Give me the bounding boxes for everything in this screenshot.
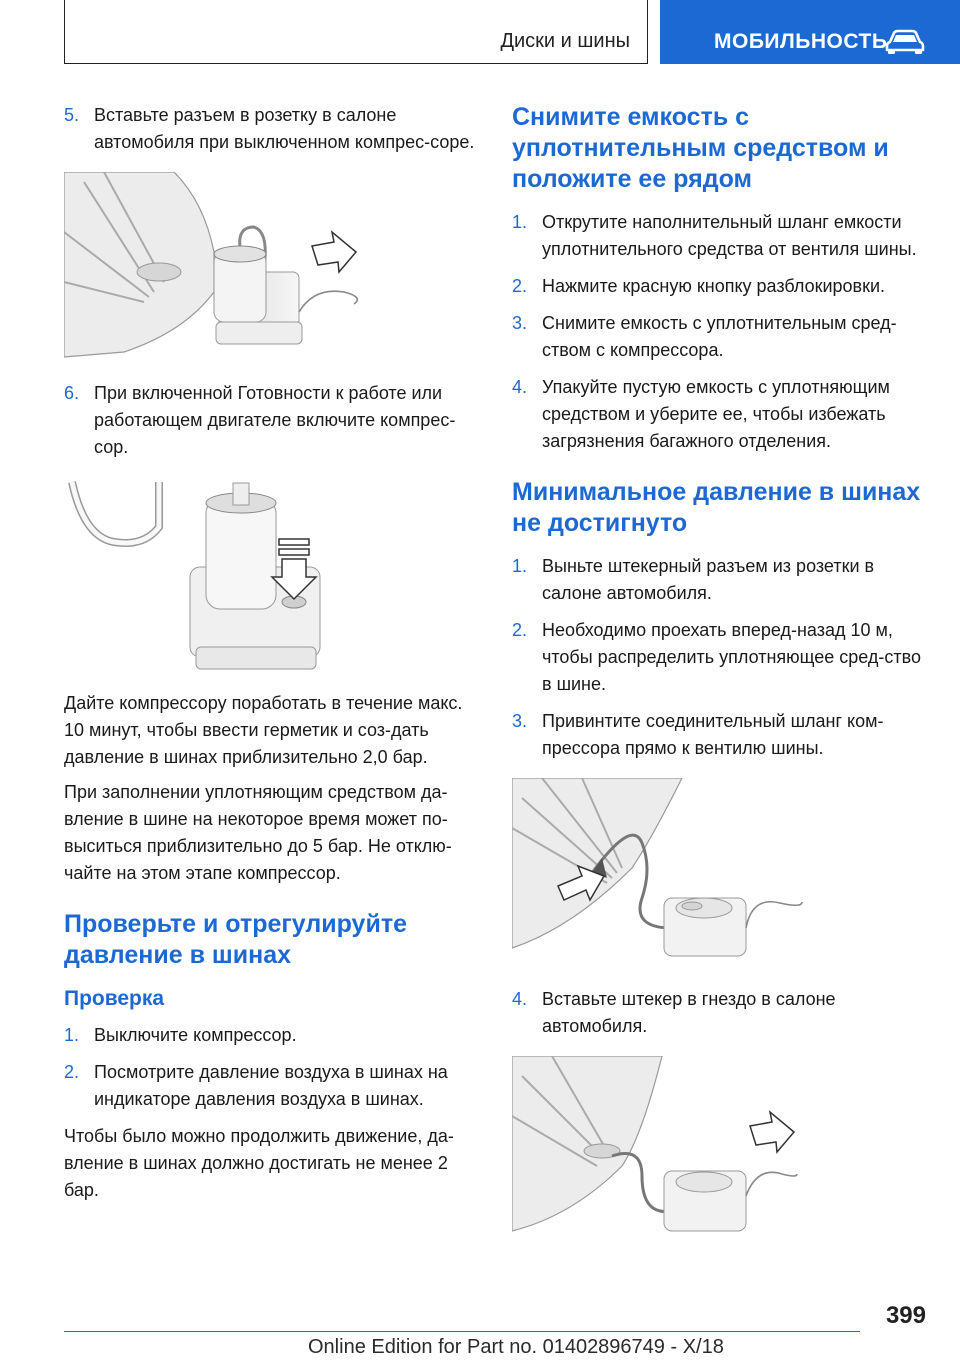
step-text: Вставьте разъем в розетку в салоне автомобиля при выключенном компрес-соре. [94,105,475,152]
min-step-3 [512,708,928,762]
step-text: Выньте штекерный разъем из розетки в салоне автомобиля. [542,556,875,603]
step-text: Нажмите красную кнопку разблокировки. [542,276,886,296]
illustration-compressor-switch [64,477,480,672]
heading-check: Проверка [64,987,165,1010]
step-number: 1. [512,212,528,232]
step-number: 2. [512,620,528,640]
step-text: Открутите наполнительный шланг емкости уплотнительного средства от вентиля шины. [542,212,917,259]
paragraph-run-compressor: Дайте компрессору поработать в течение макс. 10 минут, чтобы ввести герметик и соз-дать давление в шинах приблизительно 2,0 бар. [64,693,463,767]
page-header [64,0,960,64]
step-number: 2. [64,1062,80,1082]
paragraph-min-pressure: Чтобы было можно продолжить движение, да-вление в шинах должно достигать не менее 2 бар. [64,1126,454,1200]
check-step-1 [64,1022,480,1049]
step-number: 4. [512,989,528,1009]
step-number: 1. [512,556,528,576]
step-6 [64,380,480,461]
heading-remove-container: Снимите емкость с уплотнительным средством и положите ее рядом [512,103,889,193]
step-number: 2. [512,276,528,296]
remove-step-2 [512,273,928,300]
step-5 [64,102,480,156]
illustration-plug-socket [512,1056,928,1246]
step-text: Посмотрите давление воздуха в шинах на индикаторе давления воздуха в шинах. [94,1062,448,1109]
step-number: 5. [64,105,80,125]
remove-step-1 [512,209,928,263]
step-text: Привинтите соединительный шланг ком-прессора прямо к вентилю шины. [542,711,884,758]
min-step-2 [512,617,928,698]
step-number: 6. [64,383,80,403]
heading-check-adjust-pressure: Проверьте и отрегулируйте давление в шинах [64,910,407,969]
chapter-tab [660,0,960,64]
page-number: 399 [885,1302,926,1329]
illustration-hose-to-valve [512,778,928,968]
step-number: 1. [64,1025,80,1045]
step-text: Необходимо проехать вперед-назад 10 м, чтобы распределить уплотняющее сред-ство в шине. [542,620,922,694]
min-step-4 [512,986,928,1040]
remove-step-3 [512,310,928,364]
step-text: При включенной Готовности к работе или работающем двигателе включите компрес-сор. [94,383,456,457]
heading-min-pressure-not-reached: Минимальное давление в шинах не достигнуто [512,478,921,537]
step-text: Упакуйте пустую емкость с уплотняющим средством и уберите ее, чтобы избежать загрязнения багажного отделения. [542,377,890,451]
check-step-2 [64,1059,480,1113]
chapter-tab-label: МОБИЛЬНОСТЬ [714,30,888,53]
step-text: Вставьте штекер в гнездо в салоне автомобиля. [542,989,836,1036]
car-icon [884,26,926,54]
step-number: 3. [512,313,528,333]
step-number: 3. [512,711,528,731]
footer-divider [64,1331,860,1332]
right-column [512,102,928,1264]
step-text: Выключите компрессор. [94,1025,297,1045]
left-column [64,102,480,1212]
step-number: 4. [512,377,528,397]
min-step-1 [512,553,928,607]
edition-note: Online Edition for Part no. 01402896749 - X/18 [308,1336,724,1358]
section-title: Диски и шины [500,30,630,52]
remove-step-4 [512,374,928,455]
paragraph-pressure-note: При заполнении уплотняющим средством да-вление в шине на некоторое время может по-выситься приблизительно до 5 бар. Не отклю-чайте на этом этапе компрессор. [64,782,452,883]
illustration-plug-compressor [64,172,480,362]
step-text: Снимите емкость с уплотнительным сред-ством с компрессора. [542,313,897,360]
